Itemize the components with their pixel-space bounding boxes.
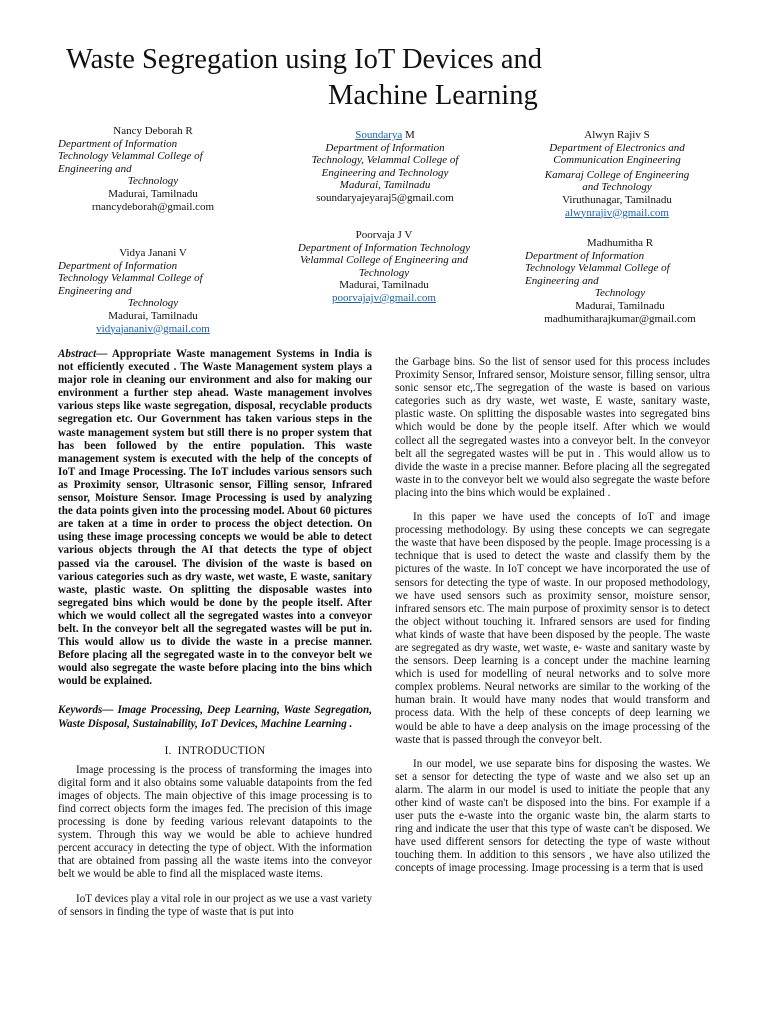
author-dept-line: Velammal College of Engineering and <box>299 254 469 267</box>
author-dept-line: Technology <box>127 297 179 310</box>
author-email-link[interactable]: vidyajananiv@gmail.com <box>96 322 210 335</box>
author-dept-line: Technology <box>127 175 179 188</box>
section-title-rest: NTRODUCTION <box>181 744 266 757</box>
author-email: madhumitharajkumar@gmail.com <box>544 312 696 325</box>
title-line-2: Machine Learning <box>328 80 538 111</box>
author-dept-line: Department of Information <box>525 249 645 262</box>
author-dept-line: Engineering and Technology <box>321 166 449 179</box>
author-name <box>290 129 480 142</box>
abstract-label: Abstract <box>58 348 97 360</box>
author-city: Madurai, Tamilnadu <box>108 187 198 200</box>
title-line-1: Waste Segregation using IoT Devices and <box>66 44 543 75</box>
author-city: Madurai, Tamilnadu <box>339 279 429 292</box>
author-dept-line: and Technology <box>582 181 652 194</box>
author-name: Madhumitha R <box>586 237 654 249</box>
author-dept-line: Technology Velammal College of <box>58 272 203 285</box>
body-paragraph: the Garbage bins. So the list of sensor used for this process includes Proximity Sensor, Infrared sensor, Moisture sensor, filling sensor, ultra sonic sensor etc,.The segregation of the waste is based on various categories such as dry waste, wet waste, E waste, sanitary waste, plastic waste. On splitting the disposable wastes into segregated bins which would be done by the people itself. After which we would collect all the segregated wastes into a conveyor belt. In the conveyor belt all the segregated wastes will be put in . This would allow us to divide the waste in a precise manner. Before placing all the segregated waste in to the conveyor belt we would also segregate the waste before placing into the bins which would be explained . <box>395 356 710 499</box>
author-dept-line: Engineering and <box>58 162 132 175</box>
author-city: Madurai, Tamilnadu <box>108 309 198 322</box>
author-dept-line: Department of Information <box>325 141 445 154</box>
author-name: Vidya Janani V <box>119 247 187 259</box>
author-dept-line: Technology, Velammal College of <box>311 154 459 167</box>
author-name: Poorvaja J V <box>355 229 413 241</box>
abstract-text: Appropriate Waste management Systems in India is not efficiently executed . The Waste Management system plays a major role in cleaning our environment and also for making our environment a further step ahead. Waste management involves various steps like waste segregation, disposal, recyclable products segregation etc. Our Government has taken various steps in the waste management system but still there is no proper system that has been followed by the entire population. This waste management system is executed with the help of the concepts of IoT and Image Processing. The IoT includes various sensors such as Proximity sensor, Ultrasonic sensor, Filling sensor, Infrared sensor, Moisture Sensor. Image Processing is used by analyzing the data points given into the processing model. About 60 pictures are taken at a time in order to process the object detection. On using these image processing concepts we would be able to detect various objects through the AI that detects the type of object passed via the carousel. The division of the waste is based on various categories such as dry waste, wet waste, E waste, sanitary waste, plastic waste. On splitting the disposable wastes into segregated bins which would be done by the people itself. After which we would collect all the segregated wastes into a conveyor belt. In the conveyor belt all the segregated wastes will be put in. This would allow us to divide the waste in a precise manner. Before placing all the segregated waste in to the conveyor belt we would also segregate the waste before placing into the bins which would be explained. <box>58 348 372 688</box>
author-email: rnancydeborah@gmail.com <box>91 200 215 213</box>
author-dept-line: Communication Engineering <box>553 154 681 167</box>
author-name: Alwyn Rajiv S <box>584 129 650 141</box>
author-block-4 <box>58 247 248 335</box>
author-dept-line: Department of Information Technology <box>297 241 471 254</box>
author-block-2 <box>290 129 480 205</box>
author-name-link[interactable]: Soundarya <box>355 129 403 141</box>
body-paragraph: IoT devices play a vital role in our project as we use a vast variety of sensors in finding the type of waste that is put into <box>58 892 372 918</box>
body-paragraph: In our model, we use separate bins for disposing the wastes. We set a sensor for detecting the type of waste and we also set up an alarm. The alarm in our model is used to initiate the people that any other kind of waste can't be disposed into the bins. For example if a user puts the e-waste into the organic waste bin, the alarm starts to ring and indicate the user that this type of waste can't be disposed. We have used different sensors for detecting the type of waste without touching them. In addition to this sensors , we have also utilized the concepts of image processing. Image processing is a term that is used <box>395 757 710 875</box>
author-block-6 <box>525 237 715 325</box>
author-dept-line: Department of Information <box>58 137 178 150</box>
author-dept-line: Engineering and <box>525 274 599 287</box>
author-city: Madurai, Tamilnadu <box>575 299 665 312</box>
author-city: Viruthunagar, Tamilnadu <box>562 193 672 206</box>
author-name: Nancy Deborah R <box>113 125 193 137</box>
author-email-link[interactable]: alwynrajiv@gmail.com <box>565 206 669 219</box>
author-block-5 <box>284 229 484 305</box>
author-name-suffix: M <box>402 129 415 141</box>
section-heading <box>58 745 372 758</box>
section-numeral: I. <box>164 744 172 757</box>
author-dept-line: Technology <box>594 287 646 300</box>
author-dept-line: Kamaraj College of Engineering <box>544 168 690 181</box>
body-paragraph: In this paper we have used the concepts of IoT and image processing methodology. By using these concepts we can segregate the waste that have been disposed by the people. Image processing is a technique that is used to detect the waste and classify them by the pictures of the waste. In IoT concept we have incorporated the use of sensors for detecting the type of waste. In our proposed methodology, we have used sensors such as proximity sensor, moisture sensor, infrared sensors etc. The main purpose of proximity sensor is to detect the object without touching it. Infrared sensors are used for finding what kinds of waste that have been disposed by the people. The waste are segregated as dry waste, wet waste, e- waste and sanitary waste by the sensors. Deep learning is a concept under the machine learning which is used for modelling of neural networks and to solve more complex problems. Neural networks are similar to the working of the human brain. It would have many nodes that would transform and process data. With the help of these concepts of deep learning we would be able to have a deep analysis on the image processing of the waste that is passed through the conveyor belt. <box>395 511 710 746</box>
abstract-dash: — <box>96 348 108 360</box>
abstract <box>58 348 372 688</box>
author-dept-line: Department of Information <box>58 259 178 272</box>
author-dept-line: Madurai, Tamilnadu <box>339 179 431 192</box>
right-column <box>395 356 710 876</box>
author-dept-line: Technology Velammal College of <box>525 262 670 275</box>
keywords-text: Image Processing, Deep Learning, Waste Segregation, Waste Disposal, Sustainability, IoT Devices, Machine Learning . <box>58 704 372 730</box>
author-dept-line: Technology Velammal College of <box>58 150 203 163</box>
body-paragraph: Image processing is the process of transforming the images into digital form and it also obtains some valuable datapoints from the fed images of objects. The main objective of this image processing is to find correct objects form the images fed. The precision of this image processing is done by feeding various relevant datapoints to the system. Through this way we would be able to achieve hundred percent accuracy in detecting the type of object. With the information that are obtained from passing all the waste items into the conveyor belt we would be able to find all the misplaced waste items. <box>58 763 372 881</box>
author-block-1 <box>58 125 248 213</box>
author-dept-line: Technology <box>358 266 410 279</box>
author-dept-line: Engineering and <box>58 284 132 297</box>
author-email-link[interactable]: poorvajajv@gmail.com <box>332 291 436 304</box>
author-email: soundaryajeyaraj5@gmail.com <box>316 191 454 204</box>
author-dept-line: Department of Electronics and <box>549 141 685 154</box>
keywords <box>58 704 372 730</box>
section-title-first: I <box>177 744 182 757</box>
left-column <box>58 348 372 919</box>
author-block-3 <box>522 129 712 219</box>
keywords-label: Keywords— <box>58 704 114 717</box>
